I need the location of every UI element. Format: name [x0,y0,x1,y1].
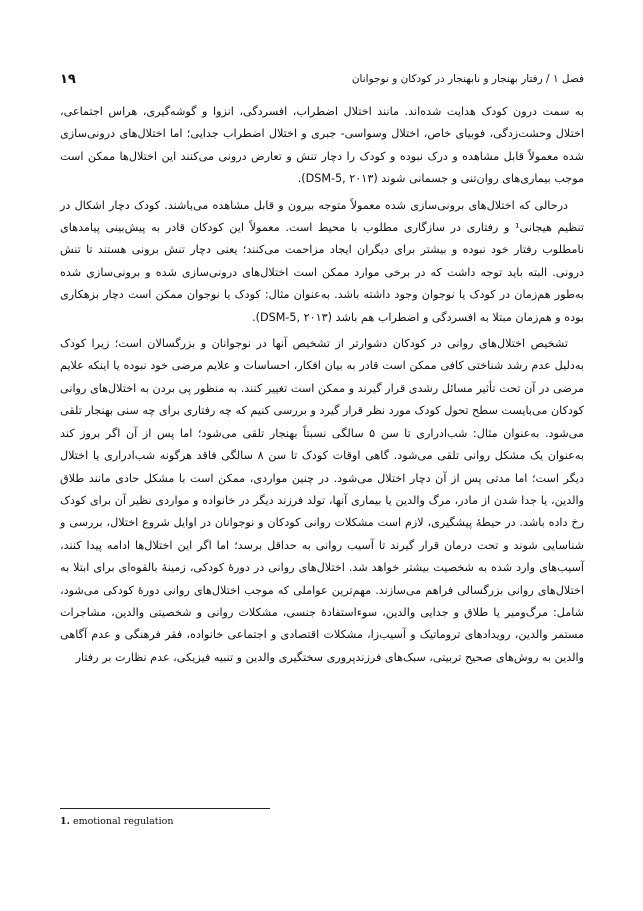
page-number: ۱۹ [60,71,76,87]
body-text [60,101,584,669]
page-header [60,70,584,88]
paragraph-1: به سمت درون کودک هدایت شده‌اند. مانند اختلال اضطراب، افسردگی، انزوا و گوشه‌گیری، هراس اجتماعی، اختلال وحشت‌زدگی، فوبیای خاص، اختلال وسواسی- جبری و اختلال اضطراب جدایی؛ اما اختلال‌های درونی‌سازی شده معمولاً قابل مشاهده و درک نبوده و کودک را دچار تنش و تعارض درونی می‌کنند این اختلال‌ها ممکن است موجب بیماری‌های روان‌تنی و جسمانی شوند (DSM-5, ۲۰۱۳). [60,105,584,186]
paragraph-3: تشخیص اختلال‌های روانی در کودکان دشوارتر از تشخیص آنها در نوجوانان و بزرگسالان است؛ زیرا کودک به‌دلیل عدم رشد شناختی کافی ممکن است قادر به بیان افکار، احساسات و علایم مرضی خود نبوده یا اینکه علایم مرضی در آن تحت تأثیر مسائل رشدی قرار گیرند و ممکن است تغییر کنند. به منظور پی بردن به اختلال‌های روانی کودکان می‌بایست سطح تحول کودک مورد نظر قرار گیرد و بررسی کنیم که چه رفتاری برای چه سنی بهنجار تلقی می‌شود. به‌عنوان مثال: شب‌ادراری تا سن ۵ سالگی نسبتاً بهنجار تلقی می‌شود؛ اما پس از آن اگر بروز کند به‌عنوان یک مشکل روانی تلقی می‌شود. گاهی اوقات کودک تا سن ۸ سالگی فاقد هرگونه شب‌ادراری یا اختلال دیگر است؛ اما مدتی پس از آن دچار اختلال می‌شود. در چنین مواردی، ممکن است با مشکل حادی مانند طلاق والدین، یا جدا شدن از مادر، مرگ والدین یا بیماری آنها، تولد فرزند دیگر در خانواده و مواردی نظیر آن برای کودک رخ داده باشد. در حیطهٔ پیشگیری، لازم است مشکلات روانی کودکان و نوجوانان در اوایل شروع اختلال، بررسی و شناسایی شوند و تحت درمان قرار گیرند تا آسیب روانی به حداقل برسد؛ اما اگر این اختلال‌ها ادامه پیدا کنند، آسیب‌های وارد شده به شخصیت بیشتر خواهد شد. اختلال‌های روانی در دورهٔ کودکی، زمینهٔ بالقوه‌ای برای ابتلا به اختلال‌های روانی بزرگسالی فراهم می‌سازند. مهم‌ترین عواملی که موجب اختلال‌های روانی دورهٔ کودکی می‌شود، شامل: مرگ‌ومیر یا طلاق و جدایی والدین، سوءاستفادهٔ جنسی، مشکلات روانی و شخصیتی والدین، مشاجرات مستمر والدین، رویدادهای تروماتیک و آسیب‌زا، مشکلات اقتصادی و اجتماعی خانواده، فقر فرهنگی و عدم آگاهی والدین به روش‌های صحیح تربیتی، سبک‌های فرزندپروری سختگیری والدین و تنبیه فیزیکی، عدم نظارت بر رفتار [60,337,584,664]
footnote-text: emotional regulation [72,816,174,827]
footnote-divider [60,808,270,809]
running-title: فصل ۱ / رفتار بهنجار و نابهنجار در کودکان و نوجوانان [351,73,584,85]
footnote-number: 1. [60,816,70,827]
paragraph-2: درحالی که اختلال‌های برونی‌سازی شده معمولاً متوجه بیرون و قابل مشاهده می‌باشند. کودک دچار اشکال در تنظیم هیجانی¹ و رفتاری در سازگاری مطلوب با محیط است. معمولاً این کودکان قادر به پیش‌بینی پیامدهای نامطلوب رفتار خود نبوده و بیشتر برای دیگران ایجاد مزاحمت می‌کنند؛ یعنی دچار تنش برونی هستند تا تنش درونی. البته باید توجه داشت که در برخی موارد ممکن است اختلال‌های درونی‌سازی شده و برونی‌سازی شده به‌طور هم‌زمان در کودک یا نوجوان وجود داشته باشد. به‌عنوان مثال: کودک یا نوجوان ممکن است دچار بزهکاری بوده و هم‌زمان مبتلا به افسردگی و اضطراب هم باشد (DSM-5, ۲۰۱۳). [60,198,584,324]
footnote [60,816,460,827]
